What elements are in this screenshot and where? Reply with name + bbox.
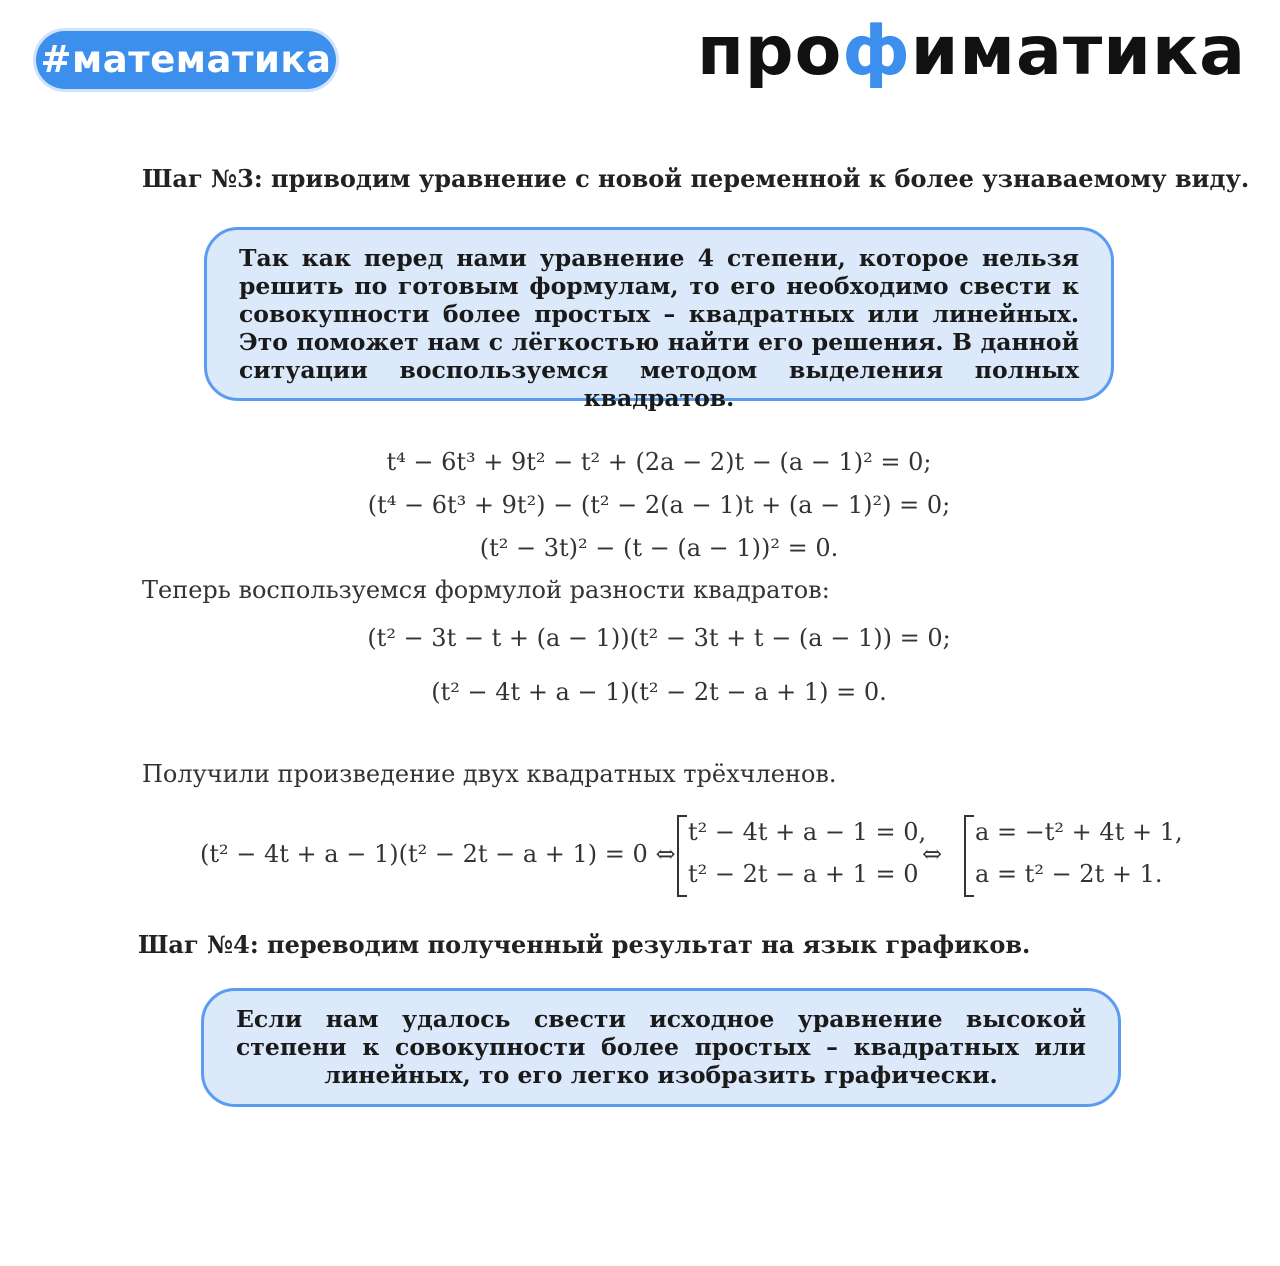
step-4-note-box bbox=[201, 988, 1121, 1107]
equation-line-1: t⁴ − 6t³ + 9t² − t² + (2a − 2)t − (a − 1)² = 0; bbox=[386, 448, 932, 476]
step-3-note-box bbox=[204, 227, 1114, 412]
equation-line-3: (t² − 3t)² − (t − (a − 1))² = 0. bbox=[479, 534, 839, 562]
logo-text-end: иматика bbox=[910, 12, 1246, 91]
system-mid-line-1: t² − 4t + a − 1 = 0, bbox=[688, 818, 927, 846]
step-4-note-text: Если нам удалось свести исходное уравнение высокой степени к совокупности более простых – квадратных или линейных, то его легко изобразить графически. bbox=[236, 1005, 1086, 1089]
logo-text-start: про bbox=[696, 12, 843, 91]
system-right-line-2: a = t² − 2t + 1. bbox=[975, 860, 1163, 888]
text-difference-of-squares: Теперь воспользуемся формулой разности квадратов: bbox=[142, 576, 830, 604]
equation-line-5: (t² − 4t + a − 1)(t² − 2t − a + 1) = 0. bbox=[431, 678, 887, 706]
step-3-title: Шаг №3: приводим уравнение с новой переменной к более узнаваемому виду. bbox=[142, 164, 1250, 193]
step-4-title: Шаг №4: переводим полученный результат на язык графиков. bbox=[138, 930, 1031, 959]
equation-line-4: (t² − 3t − t + (a − 1))(t² − 3t + t − (a − 1)) = 0; bbox=[367, 624, 951, 652]
system-mid-line-2: t² − 2t − a + 1 = 0 bbox=[688, 860, 919, 888]
hashtag-badge: #математика bbox=[36, 31, 336, 89]
step-3-note-text: Так как перед нами уравнение 4 степени, которое нельзя решить по готовым формулам, то его необходимо свести к совокупности более простых – квадратных или линейных. Это поможет нам с лёгкостью найти его решения. В данной ситуации воспользуемся методом выделения полных квадратов. bbox=[239, 244, 1079, 412]
system-left-equation: (t² − 4t + a − 1)(t² − 2t − a + 1) = 0 ⇔ bbox=[200, 840, 676, 868]
system-bracket-2 bbox=[964, 815, 974, 897]
text-product-trinomials: Получили произведение двух квадратных трёхчленов. bbox=[142, 760, 837, 788]
brand-logo bbox=[697, 12, 1246, 91]
equation-line-2: (t⁴ − 6t³ + 9t²) − (t² − 2(a − 1)t + (a − 1)²) = 0; bbox=[367, 491, 951, 519]
system-right-line-1: a = −t² + 4t + 1, bbox=[975, 818, 1183, 846]
logo-accent-letter: ф bbox=[842, 12, 911, 91]
system-equivalence-arrow: ⇔ bbox=[922, 840, 943, 868]
system-bracket-1 bbox=[677, 815, 687, 897]
